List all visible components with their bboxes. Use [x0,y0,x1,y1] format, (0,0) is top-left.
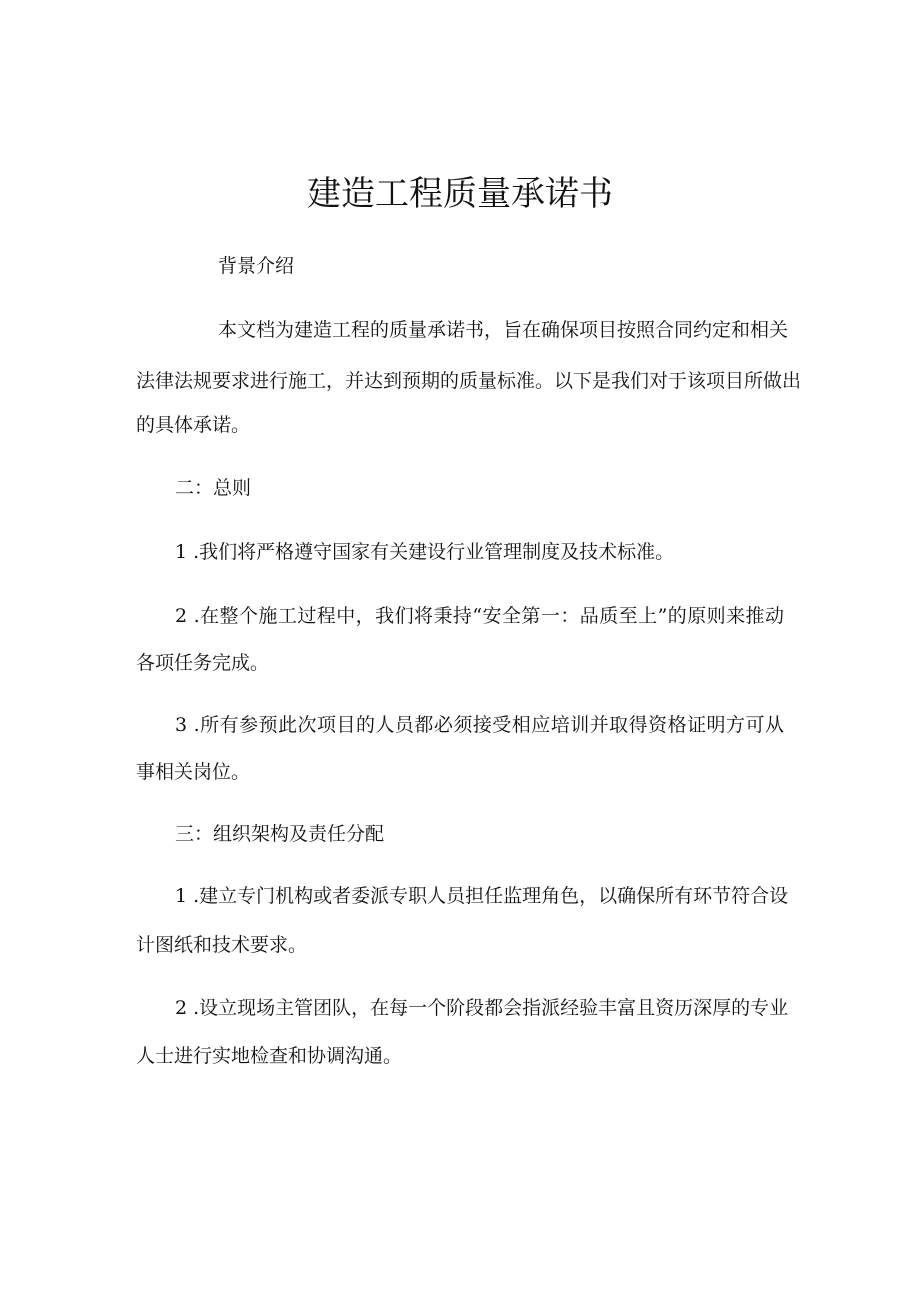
section-2-heading: 二：总则 [175,477,252,499]
background-heading: 背景介绍 [218,255,295,277]
section-3-item-2-line-2: 人士进行实地检查和协调沟通。 [136,1045,403,1067]
section-2-item-3-line-2: 事相关岗位。 [136,761,251,783]
section-2-item-2-line-1: 2 .在整个施工过程中，我们将秉持“安全第一：品质至上”的原则来推动 [175,605,784,627]
intro-line-3: 的具体承诺。 [136,414,251,436]
section-3-item-1-line-2: 计图纸和技术要求。 [136,934,308,956]
section-2-item-3-line-1: 3 .所有参预此次项目的人员都必须接受相应培训并取得资格证明方可从 [175,714,784,736]
section-2-item-1: 1 .我们将严格遵守国家有关建设行业管理制度及技术标准。 [175,541,675,563]
section-2-item-2-line-2: 各项任务完成。 [136,652,270,674]
section-3-item-2-line-1: 2 .设立现场主管团队，在每一个阶段都会指派经验丰富且资历深厚的专业 [175,997,789,1019]
intro-line-1: 本文档为建造工程的质量承诺书，旨在确保项目按照合同约定和相关 [218,319,789,341]
section-3-item-1-line-1: 1 .建立专门机构或者委派专职人员担任监理角色，以确保所有环节符合设 [175,885,789,907]
intro-line-2: 法律法规要求进行施工，并达到预期的质量标准。以下是我们对于该项目所做出 [136,370,802,392]
document-title: 建造工程质量承诺书 [307,174,613,214]
section-3-heading: 三：组织架构及责任分配 [175,823,385,845]
